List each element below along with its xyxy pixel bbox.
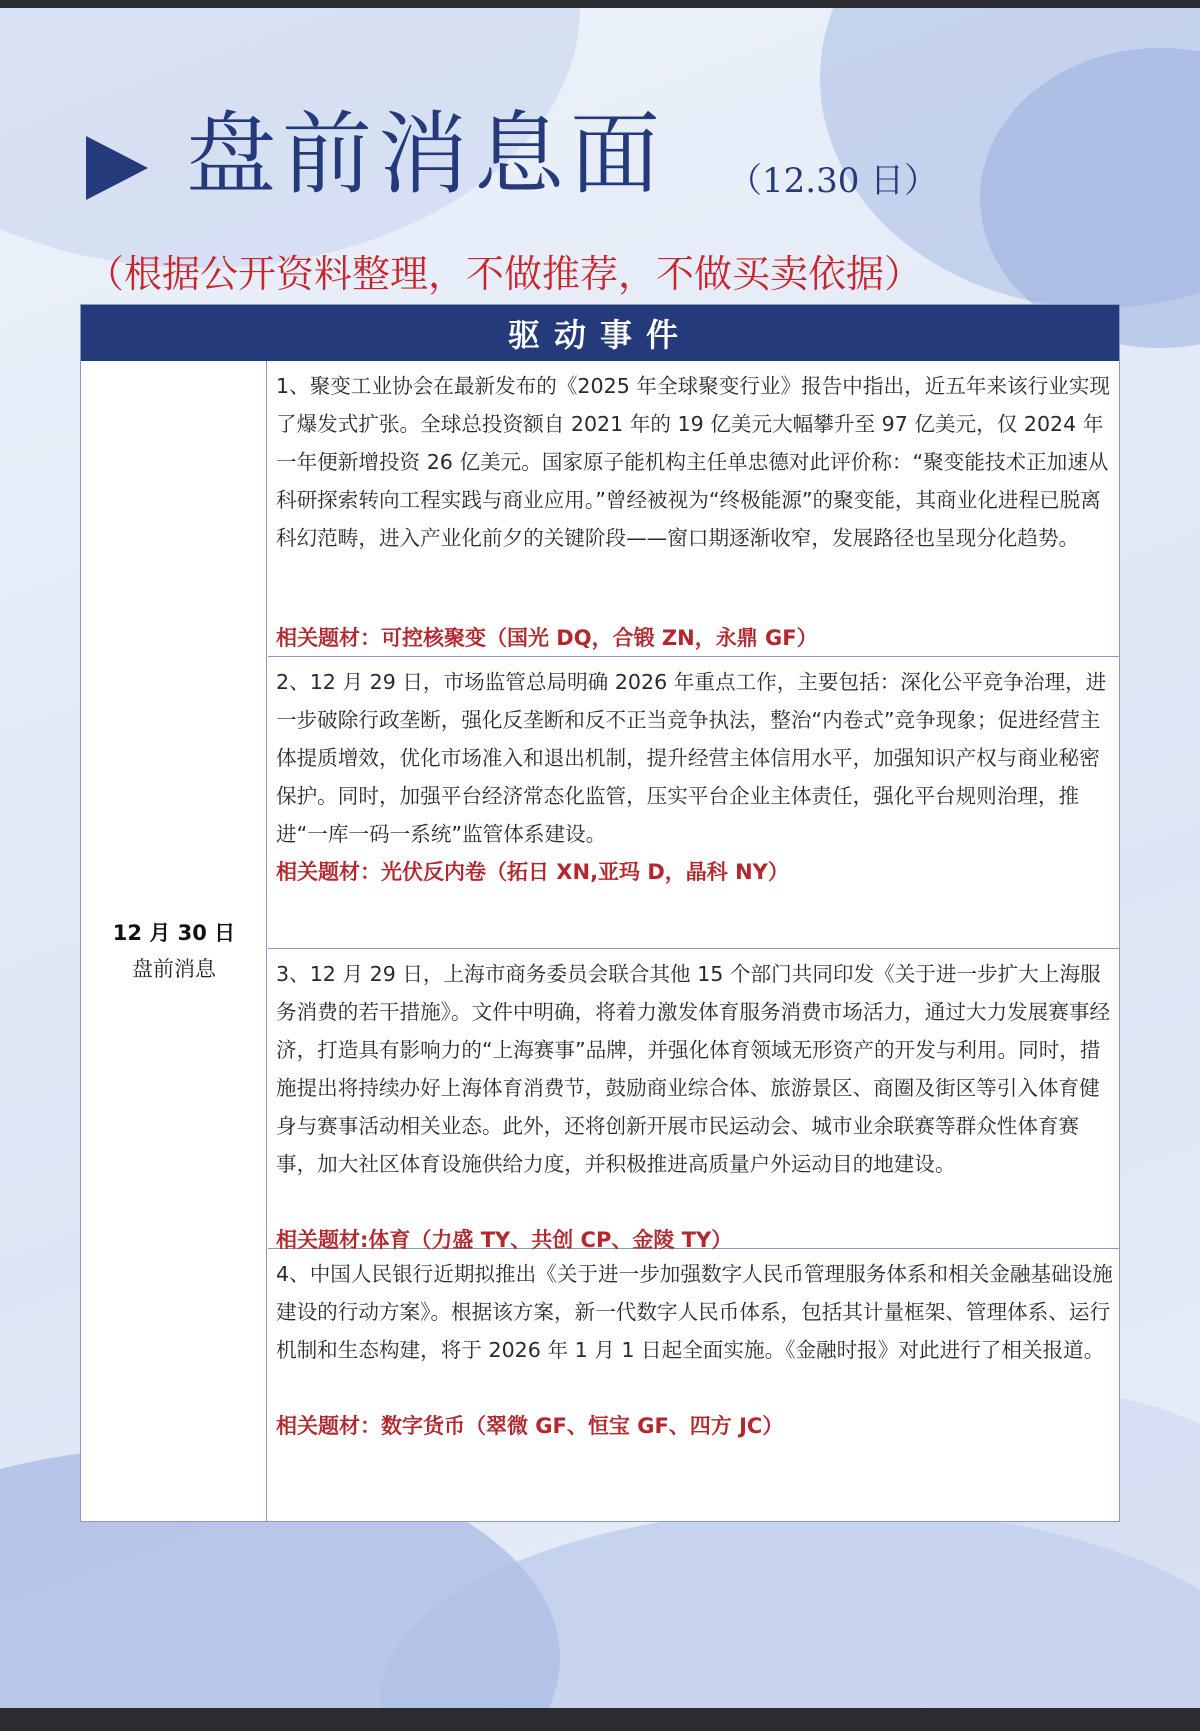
bottom-bar — [0, 1708, 1200, 1731]
page-title: 盘前消息面 — [186, 102, 666, 207]
top-bar — [0, 0, 1200, 8]
related-theme: 相关题材：数字货币（翠微 GF、恒宝 GF、四方 JC） — [276, 1414, 784, 1438]
title-date: （12.30 日） — [728, 161, 939, 201]
news-item — [268, 949, 1119, 1252]
news-body: 3、12 月 29 日，上海市商务委员会联合其他 15 个部门共同印发《关于进一步扩大上海服务消费的若干措施》。文件中明确，将着力激发体育服务消费市场活力，通过大力发展赛事经济，打造具有影响力的“上海赛事”品牌，并强化体育领域无形资产的开发与利用。同时，措施提出将持续办好上海体育消费节，鼓励商业综合体、旅游景区、商圈及街区等引入体育健身与赛事活动相关业态。此外，还将创新开展市民运动会、城市业余联赛等群众性体育赛事，加大社区体育设施供给力度，并积极推进高质量户外运动目的地建设。 — [276, 962, 1111, 1176]
related-theme: 相关题材：可控核聚变（国光 DQ，合锻 ZN，永鼎 GF） — [276, 626, 818, 650]
play-arrow-icon — [86, 136, 148, 200]
related-theme: 相关题材：光伏反内卷（拓日 XN,亚玛 D，晶科 NY） — [276, 860, 789, 884]
news-body: 2、12 月 29 日，市场监管总局明确 2026 年重点工作，主要包括：深化公平竞争治理，进一步破除行政垄断，强化反垄断和反不正当竞争执法，整治“内卷式”竞争现象；促进经营主体提质增效，优化市场准入和退出机制，提升经营主体信用水平，加强知识产权与商业秘密保护。同时，加强平台经济常态化监管，压实平台企业主体责任，强化平台规则治理，推进“一库一码一系统”监管体系建设。 — [276, 670, 1107, 846]
news-item — [268, 657, 1119, 949]
date-sublabel: 盘前消息 — [132, 957, 216, 981]
disclaimer: （根据公开资料整理，不做推荐，不做买卖依据） — [86, 252, 923, 296]
news-body: 4、中国人民银行近期拟推出《关于进一步加强数字人民币管理服务体系和相关金融基础设施建设的行动方案》。根据该方案，新一代数字人民币体系，包括其计量框架、管理体系、运行机制和生态构建，将于 2026 年 1 月 1 日起全面实施。《金融时报》对此进行了相关报道。 — [276, 1262, 1113, 1362]
date-cell — [81, 361, 267, 1521]
date-label: 12 月 30 日 — [112, 921, 236, 945]
poster-page — [0, 8, 1200, 1708]
table-header: 驱动事件 — [81, 305, 1119, 361]
news-item — [268, 361, 1119, 657]
news-item — [268, 1249, 1119, 1521]
news-body: 1、聚变工业协会在最新发布的《2025 年全球聚变行业》报告中指出，近五年来该行业实现了爆发式扩张。全球总投资额自 2021 年的 19 亿美元大幅攀升至 97 亿美元，仅 2024 年一年便新增投资 26 亿美元。国家原子能机构主任单忠德对此评价称：“聚变能技术正加速从科研探索转向工程实践与商业应用。”曾经被视为“终极能源”的聚变能，其商业化进程已脱离科幻范畴，进入产业化前夕的关键阶段——窗口期逐渐收窄，发展路径也呈现分化趋势。 — [276, 374, 1111, 550]
events-table — [80, 304, 1120, 1522]
related-theme: 相关题材:体育（力盛 TY、共创 CP、金陵 TY） — [276, 1228, 733, 1252]
